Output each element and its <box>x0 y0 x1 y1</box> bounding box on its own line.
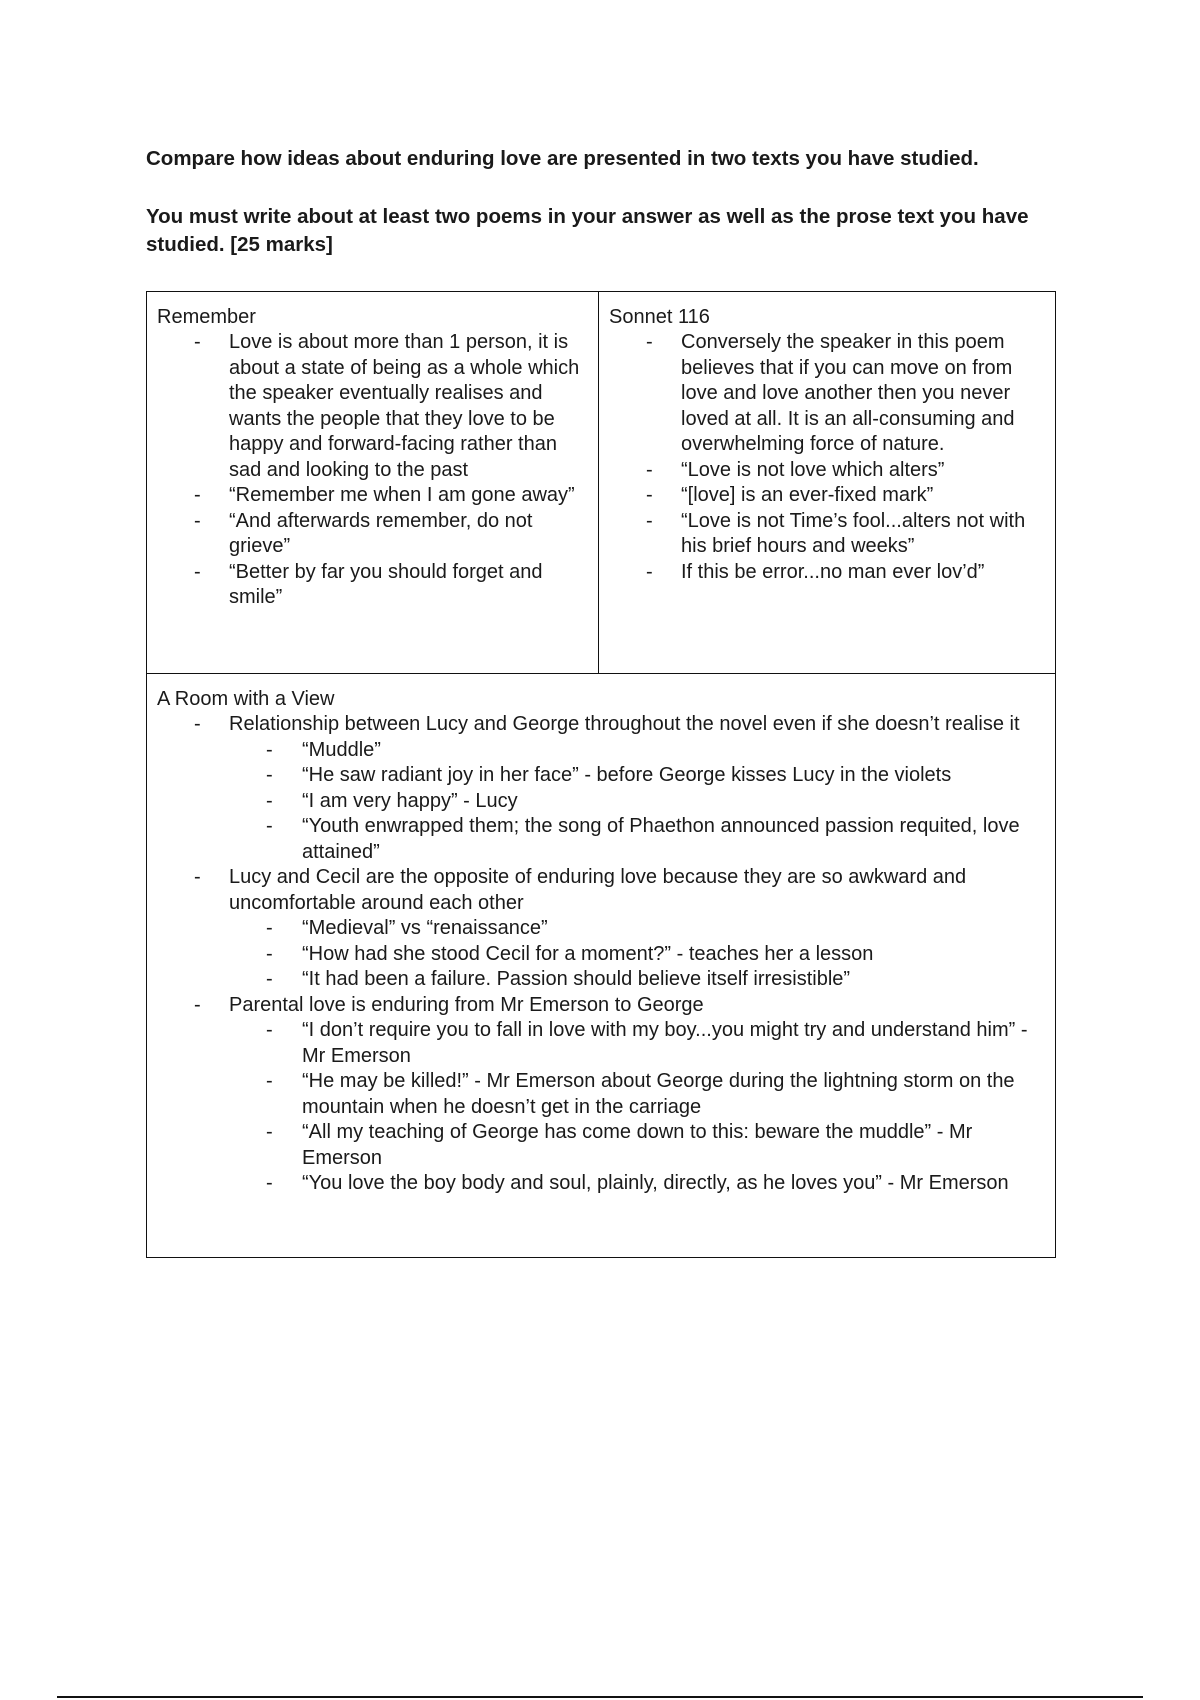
list-item <box>147 993 1047 1197</box>
list-item <box>147 712 1047 865</box>
sonnet-cell <box>599 292 1055 673</box>
quote-item: - “All my teaching of George has come down to this: beware the muddle” - Mr Emerson <box>229 1120 1047 1171</box>
section-text: Lucy and Cecil are the opposite of enduring love because they are so awkward and uncomfortable around each other <box>229 866 967 914</box>
quote-item: - “I don’t require you to fall in love with my boy...you might try and understand him” - Mr Emerson <box>229 1018 1047 1069</box>
question-instructions: You must write about at least two poems in your answer as well as the prose text you have studied. [25 marks] <box>146 205 1029 256</box>
list-item: - “[love] is an ever-fixed mark” <box>599 483 1047 509</box>
quote-item: - “Youth enwrapped them; the song of Phaethon announced passion requited, love attained” <box>229 814 1047 865</box>
quote-list <box>229 916 1047 993</box>
section-text: Relationship between Lucy and George throughout the novel even if she doesn’t realise it <box>229 713 1020 735</box>
quote-list <box>229 738 1047 866</box>
question-heading: Compare how ideas about enduring love are presented in two texts you have studied. <box>146 147 979 170</box>
quote-list <box>229 1018 1047 1197</box>
page-bottom-rule <box>57 1696 1143 1698</box>
remember-title: Remember <box>157 306 256 328</box>
quote-item: - “It had been a failure. Passion should believe itself irresistible” <box>229 967 1047 993</box>
quote-item: - “Muddle” <box>229 738 1047 764</box>
remember-bullets <box>147 330 590 611</box>
quote-item: - “Medieval” vs “renaissance” <box>229 916 1047 942</box>
section-text: Parental love is enduring from Mr Emerson to George <box>229 993 704 1016</box>
quote-item: - “He saw radiant joy in her face” - before George kisses Lucy in the violets <box>229 763 1047 789</box>
list-item: - Love is about more than 1 person, it is about a state of being as a whole which the speaker eventually realises and wants the people that they love to be happy and forward-facing rather than sad and looking to the past <box>147 330 590 483</box>
list-item: - “Love is not Time’s fool...alters not with his brief hours and weeks” <box>599 509 1047 560</box>
list-item: - “Remember me when I am gone away” <box>147 483 590 509</box>
sonnet-title: Sonnet 116 <box>609 306 710 328</box>
room-with-a-view-cell <box>147 674 1055 1257</box>
list-item: - “Love is not love which alters” <box>599 458 1047 484</box>
quote-item: - “You love the boy body and soul, plainly, directly, as he loves you” - Mr Emerson <box>229 1171 1047 1197</box>
list-item: - If this be error...no man ever lov’d” <box>599 560 1047 586</box>
room-bullets <box>147 712 1047 1197</box>
quote-item: - “He may be killed!” - Mr Emerson about George during the lightning storm on the mountain when he doesn’t get in the carriage <box>229 1069 1047 1120</box>
notes-table <box>146 291 1056 1258</box>
list-item <box>147 865 1047 993</box>
room-title: A Room with a View <box>157 688 335 710</box>
remember-cell <box>147 292 599 673</box>
list-item: - “Better by far you should forget and smile” <box>147 560 590 611</box>
sonnet-bullets <box>599 330 1047 585</box>
quote-item: - “How had she stood Cecil for a moment?” - teaches her a lesson <box>229 942 1047 968</box>
novel-row <box>147 674 1055 1257</box>
quote-item: - “I am very happy” - Lucy <box>229 789 1047 815</box>
list-item: - “And afterwards remember, do not grieve” <box>147 509 590 560</box>
poems-row <box>147 292 1055 674</box>
list-item: - Conversely the speaker in this poem believes that if you can move on from love and love another then you never loved at all. It is an all-consuming and overwhelming force of nature. <box>599 330 1047 458</box>
